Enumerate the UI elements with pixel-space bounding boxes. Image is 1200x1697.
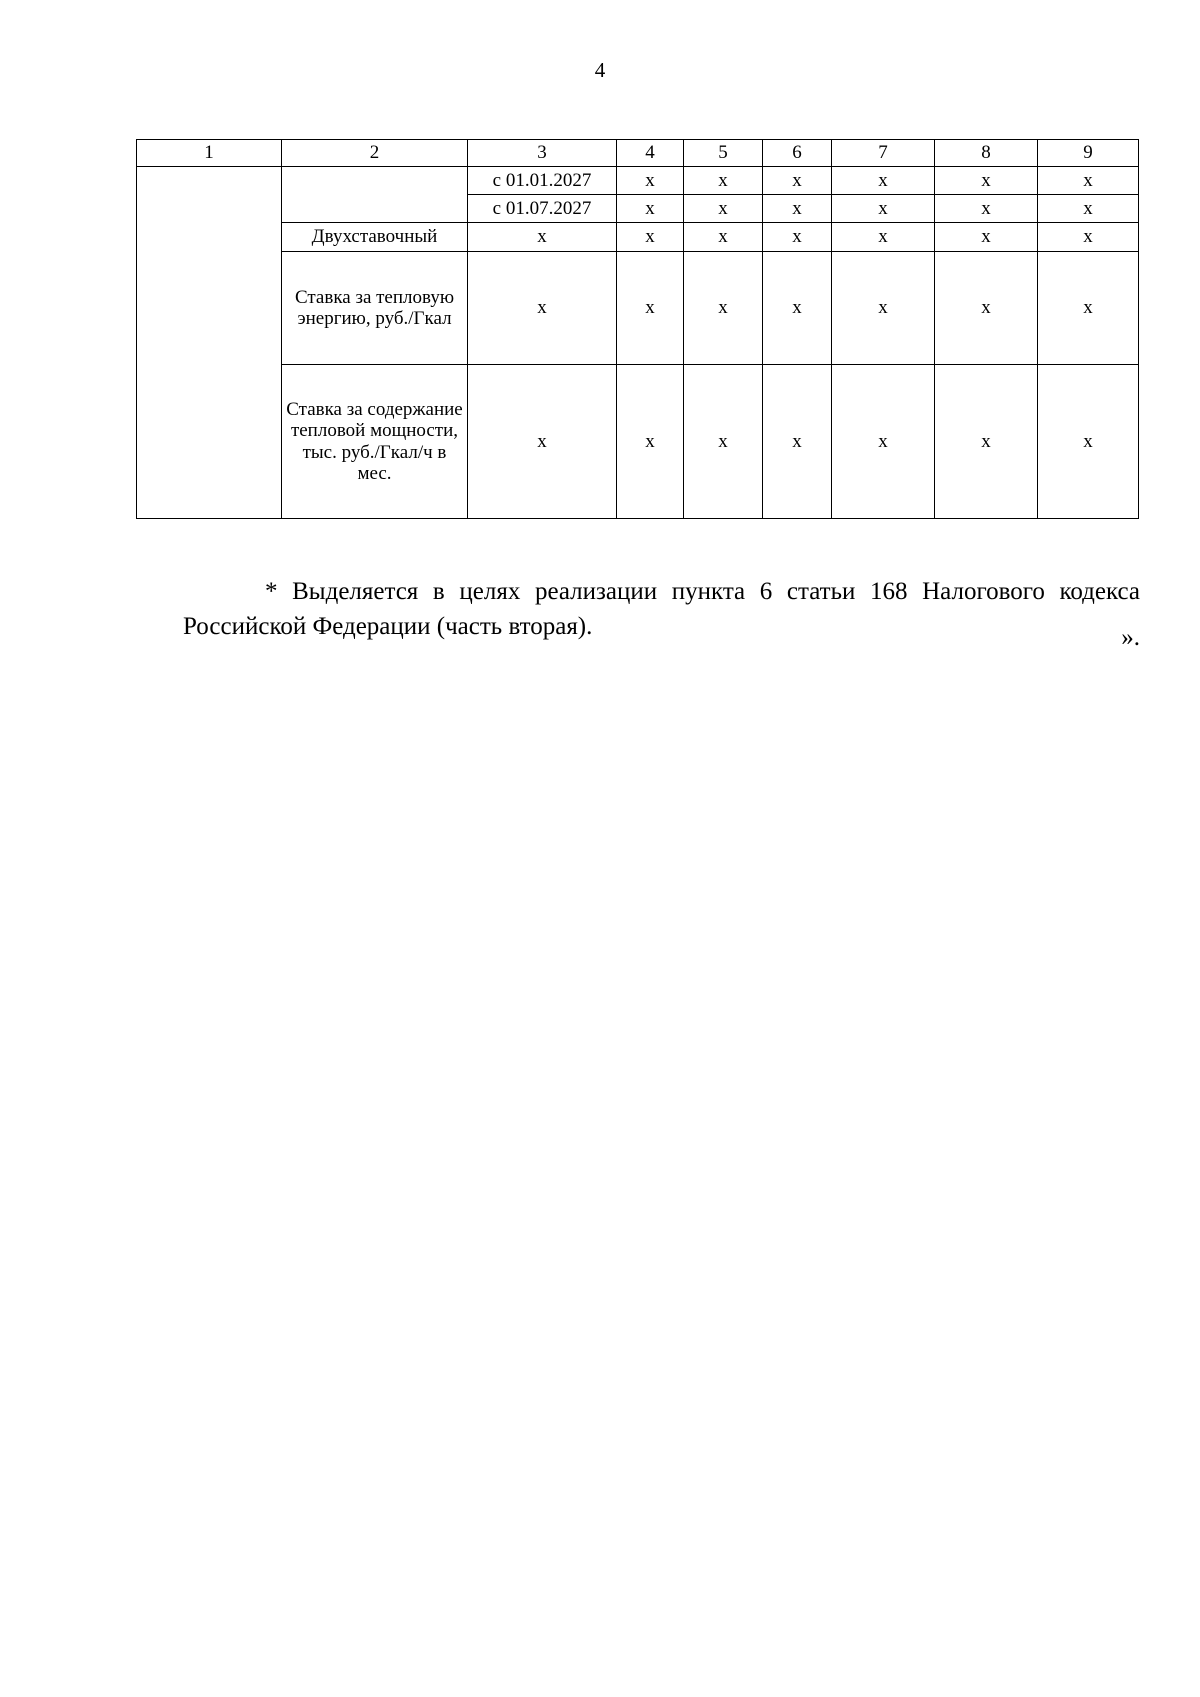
table-row (137, 223, 1139, 252)
header-cell: 2 (282, 140, 468, 167)
table-cell: х (1038, 223, 1139, 252)
period-cell: с 01.01.2027 (468, 167, 617, 195)
table-cell: х (684, 252, 763, 365)
table-cell: х (1038, 167, 1139, 195)
table-cell: х (617, 167, 684, 195)
table-cell: х (832, 223, 935, 252)
table-cell: х (617, 223, 684, 252)
tariff-table (136, 139, 1139, 519)
table-cell: х (763, 252, 832, 365)
header-cell: 7 (832, 140, 935, 167)
table-cell: х (763, 195, 832, 223)
table-row (137, 252, 1139, 365)
table-cell: х (468, 223, 617, 252)
header-cell: 3 (468, 140, 617, 167)
closing-quote: ». (1121, 624, 1140, 651)
table-row (137, 365, 1139, 519)
column-2-cell (282, 167, 468, 223)
table-row (137, 167, 1139, 195)
table-cell: х (763, 365, 832, 519)
header-cell: 9 (1038, 140, 1139, 167)
table-cell: х (684, 223, 763, 252)
column-1-cell (137, 167, 282, 519)
header-cell: 8 (935, 140, 1038, 167)
table-cell: х (468, 252, 617, 365)
table-cell: х (832, 252, 935, 365)
header-cell: 5 (684, 140, 763, 167)
table-cell: х (617, 365, 684, 519)
table-cell: х (935, 195, 1038, 223)
table-cell: х (832, 195, 935, 223)
table-cell: х (935, 252, 1038, 365)
period-cell: с 01.07.2027 (468, 195, 617, 223)
page-number: 4 (594, 58, 606, 82)
header-cell: 6 (763, 140, 832, 167)
footnote: * Выделяется в целях реализации пункта 6 статьи 168 Налогового кодекса Российской Федерации (часть вторая). (183, 578, 1140, 640)
table-cell: х (935, 223, 1038, 252)
table-cell: х (763, 167, 832, 195)
table-cell: х (832, 167, 935, 195)
table-cell: х (617, 252, 684, 365)
table-cell: х (684, 167, 763, 195)
row-label: Ставка за тепловую энергию, руб./Гкал (282, 252, 468, 365)
table-cell: х (1038, 365, 1139, 519)
header-cell: 4 (617, 140, 684, 167)
table-header-row (137, 140, 1139, 167)
row-label: Двухставочный (282, 223, 468, 252)
table-cell: х (763, 223, 832, 252)
header-cell: 1 (137, 140, 282, 167)
table-cell: х (935, 167, 1038, 195)
table-cell: х (935, 365, 1038, 519)
table-cell: х (684, 195, 763, 223)
row-label: Ставка за содержание тепловой мощности, тыс. руб./Гкал/ч в мес. (282, 365, 468, 519)
table-cell: х (832, 365, 935, 519)
table-cell: х (1038, 252, 1139, 365)
table-cell: х (468, 365, 617, 519)
table-cell: х (684, 365, 763, 519)
table-cell: х (617, 195, 684, 223)
table-cell: х (1038, 195, 1139, 223)
